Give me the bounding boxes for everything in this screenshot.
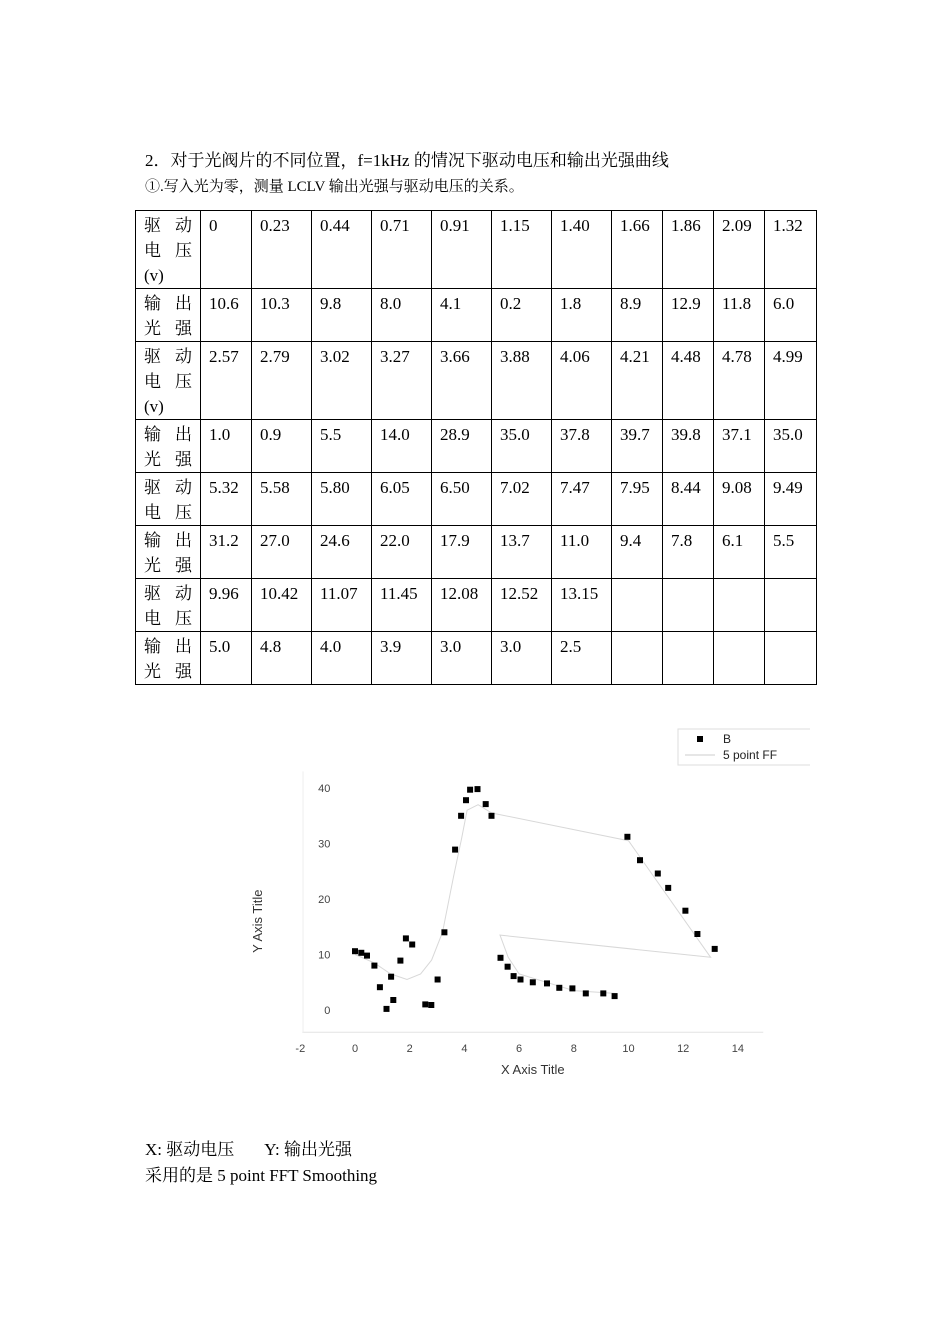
data-point [467, 787, 473, 793]
table-cell: 4.8 [252, 632, 312, 685]
table-cell: 8.0 [372, 289, 432, 342]
data-point [483, 801, 489, 807]
row-header: 输出光强 [136, 526, 201, 579]
table-cell: 22.0 [372, 526, 432, 579]
table-cell: 35.0 [765, 420, 817, 473]
data-point [712, 946, 718, 952]
table-cell: 17.9 [432, 526, 492, 579]
data-point [388, 974, 394, 980]
table-cell: 39.7 [612, 420, 663, 473]
table-cell: 3.66 [432, 342, 492, 420]
y-tick-label: 30 [318, 838, 331, 851]
table-cell: 6.05 [372, 473, 432, 526]
smoothed-curve-layer [355, 805, 711, 994]
table-cell: 4.78 [714, 342, 765, 420]
x-tick-label: 2 [406, 1043, 413, 1056]
data-point [409, 942, 415, 948]
table-cell: 10.6 [201, 289, 252, 342]
table-row [136, 632, 817, 685]
table-cell: 4.21 [612, 342, 663, 420]
x-axis-title: X Axis Title [500, 1062, 565, 1078]
legend-label: 5 point FF [723, 748, 778, 762]
table-cell: 11.07 [312, 579, 372, 632]
table-cell: 9.4 [612, 526, 663, 579]
table-row [136, 579, 817, 632]
table-cell: 6.0 [765, 289, 817, 342]
table-cell: 0.44 [312, 211, 372, 289]
x-tick-label: 4 [461, 1043, 468, 1056]
x-caption: X: 驱动电压 [145, 1140, 235, 1159]
table-cell: 5.58 [252, 473, 312, 526]
data-point [422, 1001, 428, 1007]
table-cell: 39.8 [663, 420, 714, 473]
table-row [136, 420, 817, 473]
table-cell: 13.7 [492, 526, 552, 579]
table-cell: 1.15 [492, 211, 552, 289]
table-cell [663, 632, 714, 685]
table-cell: 10.3 [252, 289, 312, 342]
table-cell: 7.47 [552, 473, 612, 526]
smoothing-caption: 采用的是 5 point FFT Smoothing [145, 1166, 378, 1185]
table-cell: 14.0 [372, 420, 432, 473]
table-cell: 2.79 [252, 342, 312, 420]
table-row [136, 211, 817, 289]
table-cell: 7.95 [612, 473, 663, 526]
data-points-layer [352, 786, 718, 1012]
table-cell: 9.96 [201, 579, 252, 632]
table-cell [714, 632, 765, 685]
table-cell: 3.88 [492, 342, 552, 420]
y-tick-label: 0 [324, 1005, 331, 1017]
table-row [136, 473, 817, 526]
data-point [403, 935, 409, 941]
table-cell: 1.8 [552, 289, 612, 342]
y-tick-label: 20 [318, 894, 331, 906]
x-tick-label: 0 [351, 1043, 359, 1056]
data-point [583, 990, 589, 996]
table-cell: 24.6 [312, 526, 372, 579]
y-tick-label: 10 [318, 949, 331, 962]
data-point [569, 985, 575, 991]
table-cell: 13.15 [552, 579, 612, 632]
table-cell: 5.5 [765, 526, 817, 579]
data-point [352, 948, 358, 954]
table-cell: 0.2 [492, 289, 552, 342]
table-row [136, 526, 817, 579]
row-header: 驱动电压(v) [136, 211, 201, 289]
table-row [136, 342, 817, 420]
table-cell: 2.09 [714, 211, 765, 289]
table-cell [765, 579, 817, 632]
data-point [518, 977, 524, 983]
table-cell: 9.8 [312, 289, 372, 342]
table-cell: 9.08 [714, 473, 765, 526]
table-cell: 0.91 [432, 211, 492, 289]
row-header: 驱动电压 [136, 579, 201, 632]
table-cell: 27.0 [252, 526, 312, 579]
data-point [600, 990, 606, 996]
data-point [435, 977, 441, 983]
table-row [136, 289, 817, 342]
x-tick-label: 8 [570, 1043, 577, 1056]
table-cell: 7.8 [663, 526, 714, 579]
table-cell: 4.48 [663, 342, 714, 420]
x-tick-label: 10 [622, 1043, 635, 1056]
axis-caption [145, 1138, 352, 1162]
table-cell: 3.0 [492, 632, 552, 685]
x-tick-label: -2 [295, 1043, 306, 1056]
table-cell: 28.9 [432, 420, 492, 473]
table-cell: 12.52 [492, 579, 552, 632]
data-point [489, 813, 495, 819]
table-cell: 37.8 [552, 420, 612, 473]
table-cell: 8.44 [663, 473, 714, 526]
table-cell: 1.40 [552, 211, 612, 289]
data-point [452, 847, 458, 853]
section-subheading: ①.写入光为零，测量 LCLV 输出光强与驱动电压的关系。 [145, 179, 524, 195]
table-cell: 3.02 [312, 342, 372, 420]
legend-label: B [723, 732, 732, 746]
table-cell: 12.08 [432, 579, 492, 632]
table-cell: 4.99 [765, 342, 817, 420]
table-cell: 2.57 [201, 342, 252, 420]
chart-axes [250, 771, 763, 1077]
measurement-table [135, 210, 817, 685]
table-cell: 0.71 [372, 211, 432, 289]
table-cell: 1.0 [201, 420, 252, 473]
data-point [463, 797, 469, 803]
y-caption: Y: 输出光强 [264, 1140, 352, 1159]
data-point [694, 931, 700, 937]
table-cell: 3.27 [372, 342, 432, 420]
table-cell: 0 [201, 211, 252, 289]
data-point [637, 857, 643, 863]
table-cell: 2.5 [552, 632, 612, 685]
smoothed-line [355, 805, 711, 994]
data-point [556, 985, 562, 991]
table-cell: 1.66 [612, 211, 663, 289]
data-point [371, 963, 377, 969]
table-cell: 7.02 [492, 473, 552, 526]
voltage-intensity-chart [240, 720, 810, 1090]
table-cell: 5.0 [201, 632, 252, 685]
row-header: 输出光强 [136, 289, 201, 342]
data-point [505, 964, 511, 970]
data-point [428, 1002, 434, 1008]
table-cell: 11.0 [552, 526, 612, 579]
table-cell: 6.50 [432, 473, 492, 526]
table-cell: 3.9 [372, 632, 432, 685]
data-point [612, 993, 618, 999]
table-cell [612, 632, 663, 685]
table-cell: 3.0 [432, 632, 492, 685]
table-cell: 1.32 [765, 211, 817, 289]
data-point [377, 984, 383, 990]
data-point [665, 885, 671, 891]
section-heading: 2．对于光阀片的不同位置，f=1kHz 的情况下驱动电压和输出光强曲线 [145, 151, 669, 170]
data-point [397, 958, 403, 964]
table-cell: 0.9 [252, 420, 312, 473]
table-cell: 5.32 [201, 473, 252, 526]
y-axis-title: Y Axis Title [250, 889, 265, 953]
table-cell: 5.80 [312, 473, 372, 526]
table-cell: 9.49 [765, 473, 817, 526]
legend-marker-square [697, 736, 703, 742]
data-point [364, 953, 370, 959]
table-cell: 6.1 [714, 526, 765, 579]
table-cell: 4.06 [552, 342, 612, 420]
table-cell: 12.9 [663, 289, 714, 342]
data-point [544, 980, 550, 986]
data-point [384, 1006, 390, 1012]
table-cell: 11.8 [714, 289, 765, 342]
data-point [390, 997, 396, 1003]
table-cell: 11.45 [372, 579, 432, 632]
table-cell: 35.0 [492, 420, 552, 473]
data-point [655, 871, 661, 877]
y-tick-label: 40 [318, 783, 331, 795]
table-cell: 37.1 [714, 420, 765, 473]
data-point [682, 908, 688, 914]
table-cell [714, 579, 765, 632]
row-header: 输出光强 [136, 632, 201, 685]
x-tick-label: 14 [731, 1043, 745, 1056]
row-header: 输出光强 [136, 420, 201, 473]
row-header: 驱动电压(v) [136, 342, 201, 420]
x-tick-label: 12 [677, 1043, 690, 1056]
table-cell: 5.5 [312, 420, 372, 473]
table-cell: 4.0 [312, 632, 372, 685]
data-point [475, 786, 481, 792]
data-point [358, 950, 364, 956]
table-cell: 1.86 [663, 211, 714, 289]
chart-legend [678, 729, 810, 765]
table-cell: 8.9 [612, 289, 663, 342]
table-cell: 0.23 [252, 211, 312, 289]
data-point [624, 834, 630, 840]
data-point [441, 929, 447, 935]
data-point [511, 973, 517, 979]
table-cell: 31.2 [201, 526, 252, 579]
table-cell [765, 632, 817, 685]
x-tick-label: 6 [516, 1043, 523, 1056]
data-point [530, 979, 536, 985]
data-point [458, 813, 464, 819]
row-header: 驱动电压 [136, 473, 201, 526]
table-cell: 4.1 [432, 289, 492, 342]
table-cell [663, 579, 714, 632]
table-cell: 10.42 [252, 579, 312, 632]
data-point [498, 955, 504, 961]
table-cell [612, 579, 663, 632]
